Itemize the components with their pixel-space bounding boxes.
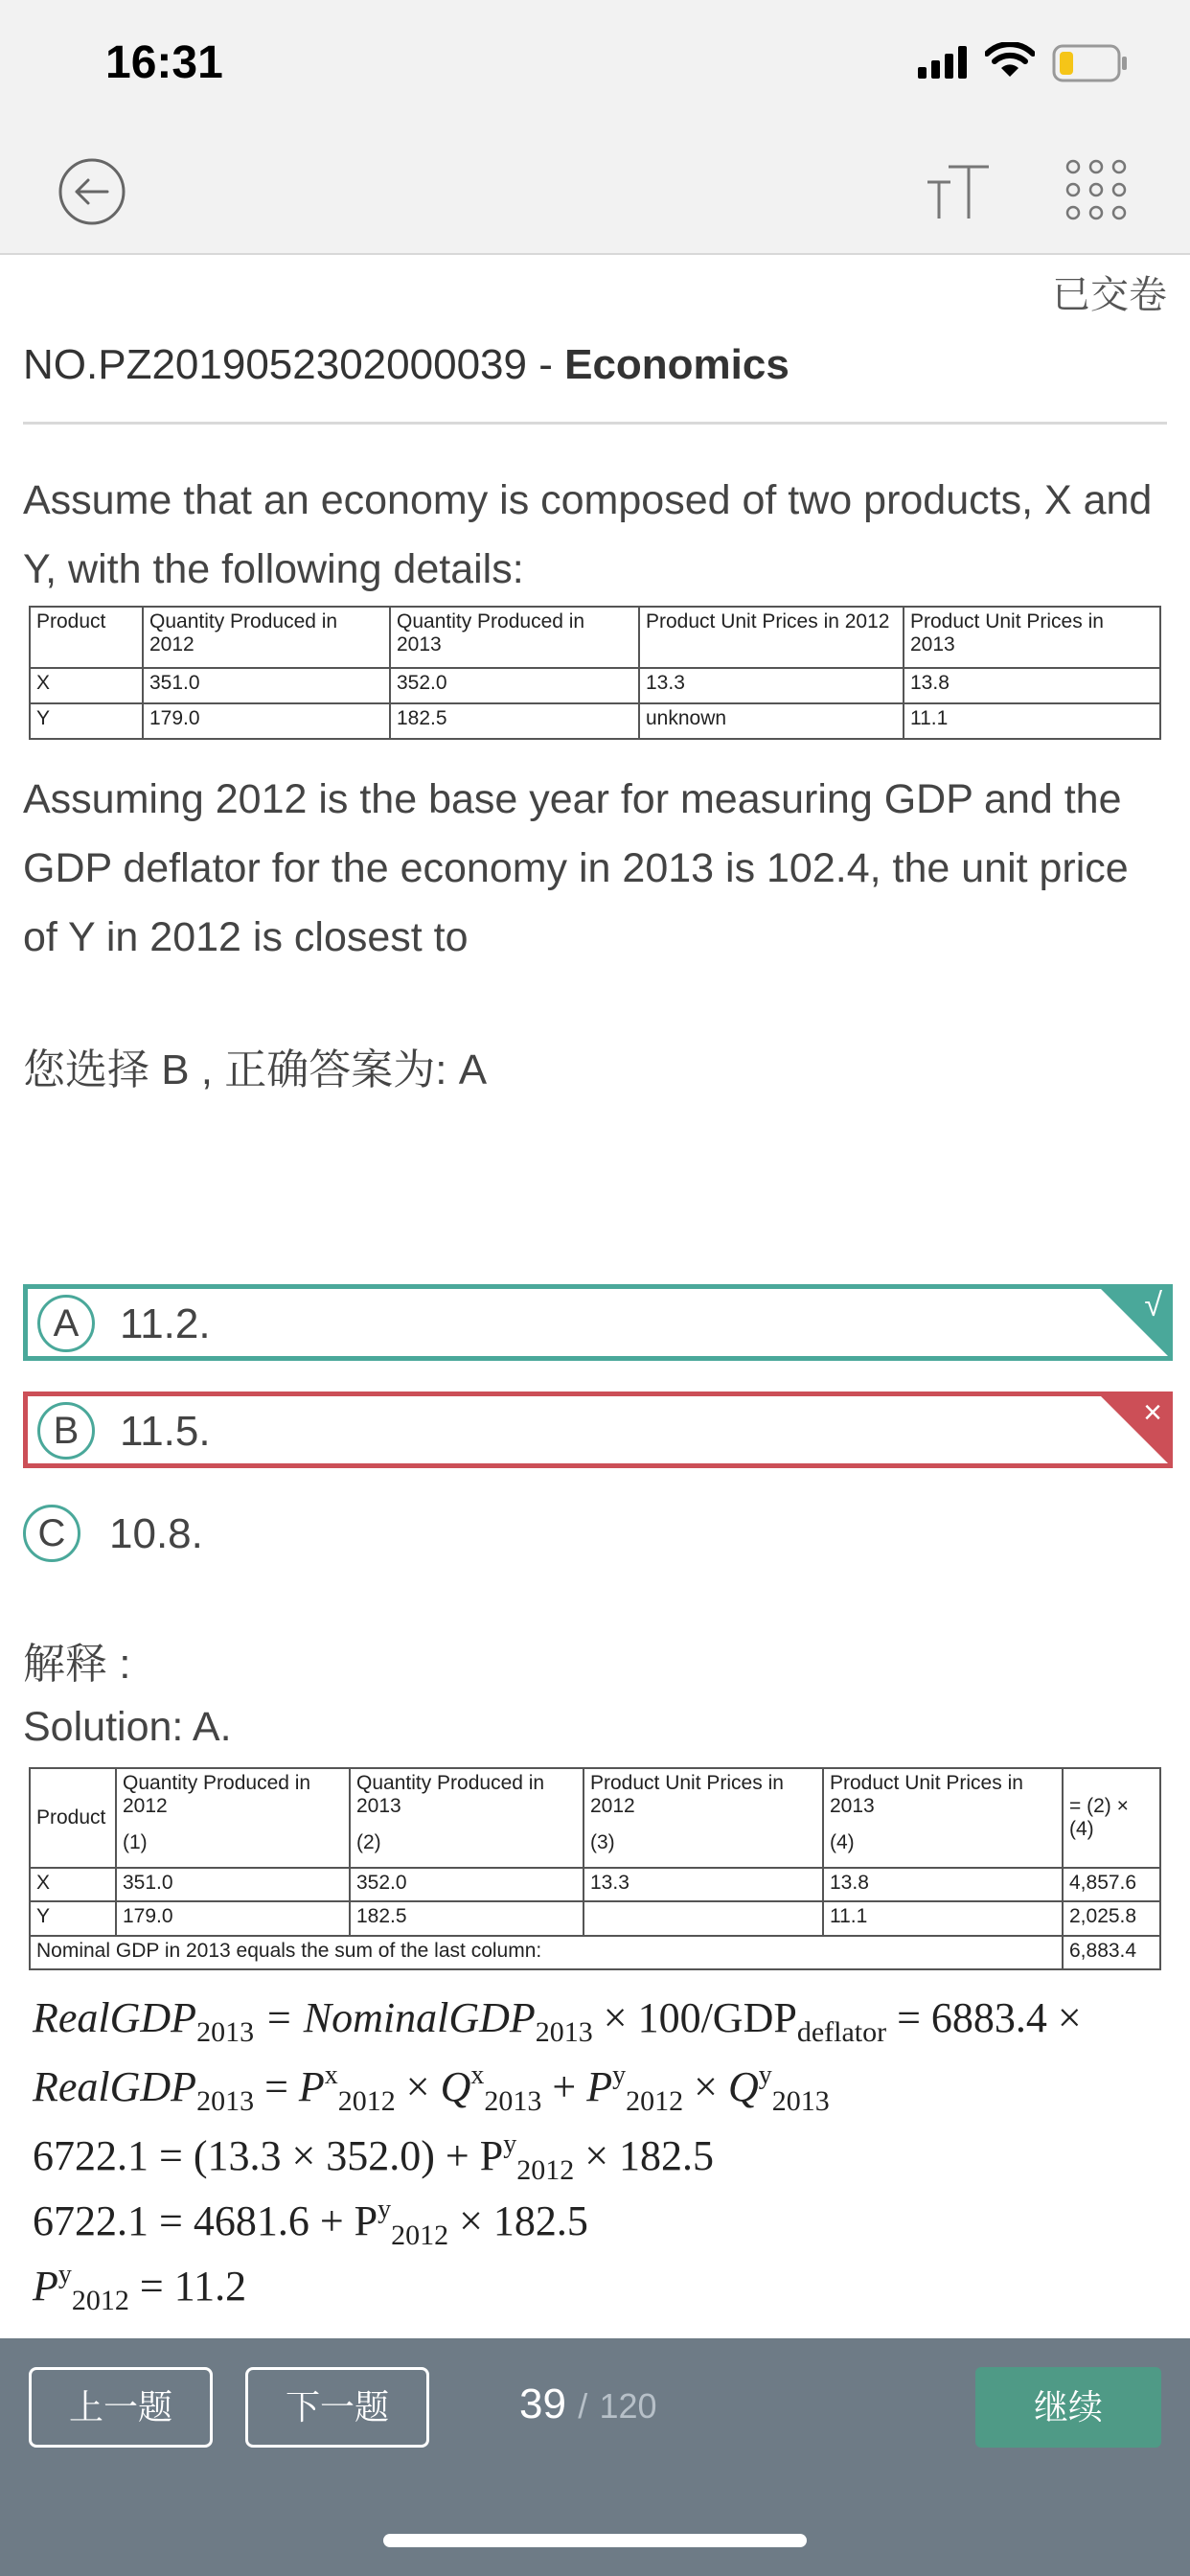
cross-icon: × (1143, 1394, 1162, 1431)
eq-term: = 6883.4 × (897, 1994, 1082, 2041)
grid-menu-icon[interactable] (1065, 159, 1127, 220)
table-header-cell: Product Unit Prices in 2013 (904, 607, 1160, 668)
option-text: 11.5. (120, 1408, 211, 1455)
total-label: Nominal GDP in 2013 equals the sum of the last column: (30, 1936, 1063, 1969)
table-cell: 13.3 (639, 668, 904, 703)
page-counter (519, 2380, 657, 2428)
table-cell: Y (30, 1901, 116, 1935)
table-cell: 352.0 (350, 1868, 584, 1901)
table-cell: X (30, 668, 143, 703)
question-subject: Economics (564, 341, 790, 388)
column-title: Product Unit Prices in 2012 (590, 1772, 784, 1817)
previous-question-button[interactable]: 上一题 (29, 2367, 213, 2448)
checkmark-icon: √ (1144, 1287, 1162, 1323)
table-cell: X (30, 1868, 116, 1901)
current-page: 39 (519, 2380, 566, 2427)
header-divider (23, 422, 1167, 425)
table-cell: Y (30, 703, 143, 739)
table-cell: 179.0 (143, 703, 390, 739)
eq-subscript: 2013 (535, 2016, 593, 2048)
next-question-button[interactable]: 下一题 (245, 2367, 429, 2448)
table-cell: 179.0 (116, 1901, 350, 1935)
submitted-label: 已交卷 (1052, 274, 1167, 316)
equation-5 (33, 2260, 246, 2317)
clock: 16:31 (105, 37, 223, 88)
column-title: Quantity Produced in 2012 (123, 1772, 311, 1817)
eq-term: × 182.5 (459, 2197, 588, 2244)
eq-superscript: y (57, 2260, 72, 2289)
eq-term: RealGDP (33, 2063, 197, 2110)
question-intro: Assume that an economy is composed of two products, X and Y, with the following details: (23, 477, 1153, 592)
explanation-label: 解释 : (23, 1641, 131, 1688)
battery-icon (1052, 44, 1129, 82)
table-row (30, 703, 1160, 739)
question-header (23, 341, 790, 389)
eq-subscript: deflator (796, 2016, 887, 2048)
total-value: 6,883.4 (1063, 1936, 1160, 1969)
eq-term: P (33, 2263, 58, 2310)
cellular-signal-icon (918, 46, 970, 79)
option-a[interactable] (23, 1284, 1173, 1361)
eq-subscript: 2012 (516, 2154, 575, 2186)
table-cell: 11.1 (823, 1901, 1063, 1935)
back-arrow-icon[interactable] (57, 157, 126, 226)
equation-3 (33, 2129, 714, 2187)
column-number: (1) (123, 1831, 148, 1853)
table-header-cell (350, 1768, 584, 1868)
total-pages: 120 (599, 2386, 657, 2426)
solution-table (29, 1767, 1161, 1970)
table-total-row (30, 1936, 1160, 1969)
eq-subscript: 2013 (196, 2016, 255, 2048)
equation-2: RealGDP$_{2013}$ = $P^x_{2012} \times Q^x_{2013} + P^y_{2012} \times Q^y_{2013}$ (33, 2060, 830, 2117)
table-header-cell: Quantity Produced in 2013 (390, 607, 639, 668)
table-cell: 13.8 (904, 668, 1160, 703)
option-c[interactable] (23, 1499, 1173, 1576)
question-table (29, 606, 1161, 740)
eq-superscript: y (503, 2129, 517, 2159)
page-separator: / (578, 2386, 588, 2426)
eq-term: = 11.2 (139, 2263, 247, 2310)
table-cell: 182.5 (350, 1901, 584, 1935)
eq-term: 6722.1 = (13.3 × 352.0) + P (33, 2132, 504, 2179)
continue-button[interactable]: 继续 (975, 2367, 1161, 2448)
table-header-cell: = (2) × (4) (1063, 1768, 1160, 1868)
question-id: NO.PZ2019052302000039 - (23, 341, 565, 388)
table-cell: 11.1 (904, 703, 1160, 739)
table-header-row (30, 1768, 1160, 1868)
table-cell: 2,025.8 (1063, 1901, 1160, 1935)
home-indicator (383, 2534, 807, 2547)
table-cell (584, 1901, 823, 1935)
option-letter: A (37, 1295, 95, 1352)
column-title: Product Unit Prices in 2013 (830, 1772, 1023, 1817)
column-number: (2) (356, 1831, 381, 1853)
table-cell: 351.0 (143, 668, 390, 703)
table-cell: 13.8 (823, 1868, 1063, 1901)
table-header-cell: Product (30, 607, 143, 668)
eq-term: RealGDP (33, 1994, 197, 2041)
eq-term: × 100/GDP (603, 1994, 797, 2041)
eq-term: 6722.1 = 4681.6 + P (33, 2197, 378, 2244)
eq-term: = NominalGDP (264, 1994, 536, 2041)
table-header-cell: Product Unit Prices in 2012 (639, 607, 904, 668)
eq-superscript: y (378, 2195, 392, 2224)
table-header-row (30, 607, 1160, 668)
eq-subscript: 2013 (196, 2085, 255, 2117)
table-row (30, 1868, 1160, 1901)
table-cell: 182.5 (390, 703, 639, 739)
table-cell: 13.3 (584, 1868, 823, 1901)
equation-4 (33, 2195, 588, 2252)
table-row (30, 668, 1160, 703)
option-letter: B (37, 1402, 95, 1460)
table-header-cell: Product (30, 1768, 116, 1868)
option-letter: C (23, 1505, 80, 1562)
option-b[interactable] (23, 1392, 1173, 1468)
option-text: 10.8. (109, 1510, 203, 1557)
equation-1 (33, 1993, 1082, 2049)
option-text: 11.2. (120, 1300, 211, 1347)
column-number: (4) (830, 1831, 855, 1853)
table-header-cell: Quantity Produced in 2012 (143, 607, 390, 668)
eq-subscript: 2012 (391, 2220, 449, 2251)
eq-subscript: 2012 (71, 2285, 129, 2316)
column-number: (3) (590, 1831, 615, 1853)
table-header-cell (116, 1768, 350, 1868)
eq-term: × 182.5 (584, 2132, 715, 2179)
column-title: Quantity Produced in 2013 (356, 1772, 545, 1817)
table-header-cell (584, 1768, 823, 1868)
nav-bar (0, 126, 1190, 255)
table-header-cell (823, 1768, 1063, 1868)
solution-text: Solution: A. (23, 1704, 232, 1750)
table-row (30, 1901, 1160, 1935)
answer-feedback: 您选择 B , 正确答案为: A (23, 1046, 488, 1093)
font-size-icon[interactable] (926, 161, 993, 222)
wifi-icon (985, 42, 1035, 79)
table-cell: 352.0 (390, 668, 639, 703)
table-cell: 4,857.6 (1063, 1868, 1160, 1901)
table-cell: unknown (639, 703, 904, 739)
table-cell: 351.0 (116, 1868, 350, 1901)
status-bar (0, 0, 1190, 126)
question-prompt: Assuming 2012 is the base year for measuring GDP and the GDP deflator for the economy in 2013 is 102.4, the unit price of Y in 2012 is closest to (23, 776, 1129, 960)
